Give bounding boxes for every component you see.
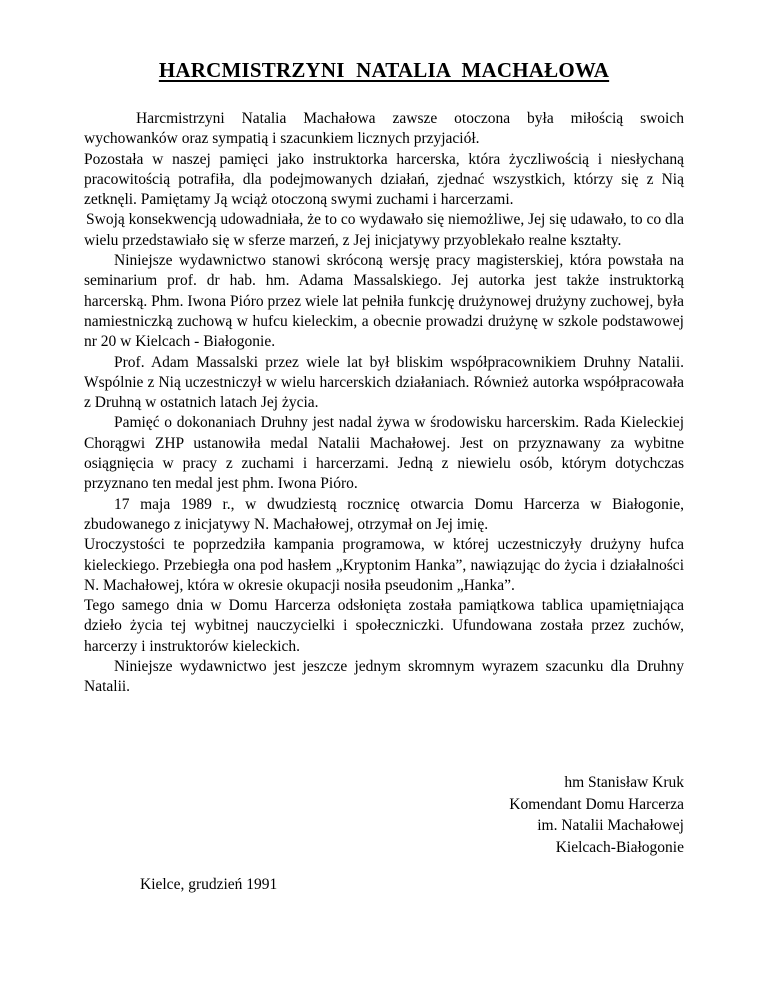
signature-institution: im. Natalii Machałowej — [537, 817, 684, 834]
document-title: HARCMISTRZYNI NATALIA MACHAŁOWA — [158, 58, 610, 82]
document-page — [84, 0, 684, 994]
paragraph-7: 17 maja 1989 r., w dwudziestą rocznicę otwarcia Domu Harcerza w Białogonie, zbudowanego z inicjatywy N. Machałowej, otrzymał on Jej imię. — [84, 495, 684, 533]
document-body — [84, 109, 684, 698]
paragraph-5: Prof. Adam Massalski przez wiele lat był bliskim współpracownikiem Druhny Natalii. Wspólnie z Nią uczestniczył w wielu harcerskich działaniach. Również autorka współpracowała z Druhną w ostatnich latach Jej życia. — [84, 353, 684, 412]
paragraph-2: Pozostała w naszej pamięci jako instruktorka harcerska, która życzliwością i niesłychaną pracowitością potrafiła, dla podejmowanych działań, zjednać wszystkich, którzy się z Nią zetknęli. Pamiętamy Ją wciąż otoczoną swymi zuchami i harcerzami. — [84, 150, 684, 209]
paragraph-3: Swoją konsekwencją udowadniała, że to co wydawało się niemożliwe, Jej się udawało, to co dla wielu przedstawiało się w sferze marzeń, z Jej inicjatywy przyoblekało realne kształty. — [84, 211, 684, 249]
signature-role: Komendant Domu Harcerza — [509, 795, 684, 813]
place-date: Kielce, grudzień 1991 — [140, 876, 278, 893]
signature-block — [509, 772, 684, 858]
paragraph-4: Niniejsze wydawnictwo stanowi skróconą wersję pracy magisterskiej, która powstała na seminarium prof. dr hab. hm. Adama Massalskiego. Jej autorka jest także instruktorką harcerską. Phm. Iwona Pióro przez wiele lat pełniła funkcję drużynowej drużyny zuchowej, była namiestniczką zuchową w hufcu kieleckim, a obecnie prowadzi drużynę w szkole podstawowej nr 20 w Kielcach - Białogonie. — [84, 252, 684, 351]
signature-location: Kielcach-Białogonie — [555, 838, 684, 856]
paragraph-10: Niniejsze wydawnictwo jest jeszcze jednym skromnym wyrazem szacunku dla Druhny Natalii. — [84, 658, 684, 696]
paragraph-6: Pamięć o dokonaniach Druhny jest nadal żywa w środowisku harcerskim. Rada Kieleckiej Chorągwi ZHP ustanowiła medal Natalii Machałowej. Jest on przyznawany za wybitne osiągnięcia w pracy z zuchami i harcerzami. Jedną z niewielu osób, którym dotychczas przyznano ten medal jest phm. Iwona Pióro. — [84, 414, 684, 493]
paragraph-9: Tego samego dnia w Domu Harcerza odsłonięta została pamiątkowa tablica upamiętniająca dzieło życia tej wybitnej nauczycielki i społeczniczki. Ufundowana została przez zuchów, harcerzy i instruktorów kieleckich. — [84, 597, 684, 655]
signature-name: hm Stanisław Kruk — [564, 774, 684, 791]
paragraph-1: Harcmistrzyni Natalia Machałowa zawsze otoczona była miłością swoich wychowanków oraz sympatią i szacunkiem licznych przyjaciół. — [84, 110, 684, 148]
paragraph-8: Uroczystości te poprzedziła kampania programowa, w której uczestniczyły drużyny hufca kieleckiego. Przebiegła ona pod hasłem „Kryptonim Hanka”, nawiązując do życia i działalności N. Machałowej, która w okresie okupacji nosiła pseudonim „Hanka”. — [84, 536, 684, 594]
